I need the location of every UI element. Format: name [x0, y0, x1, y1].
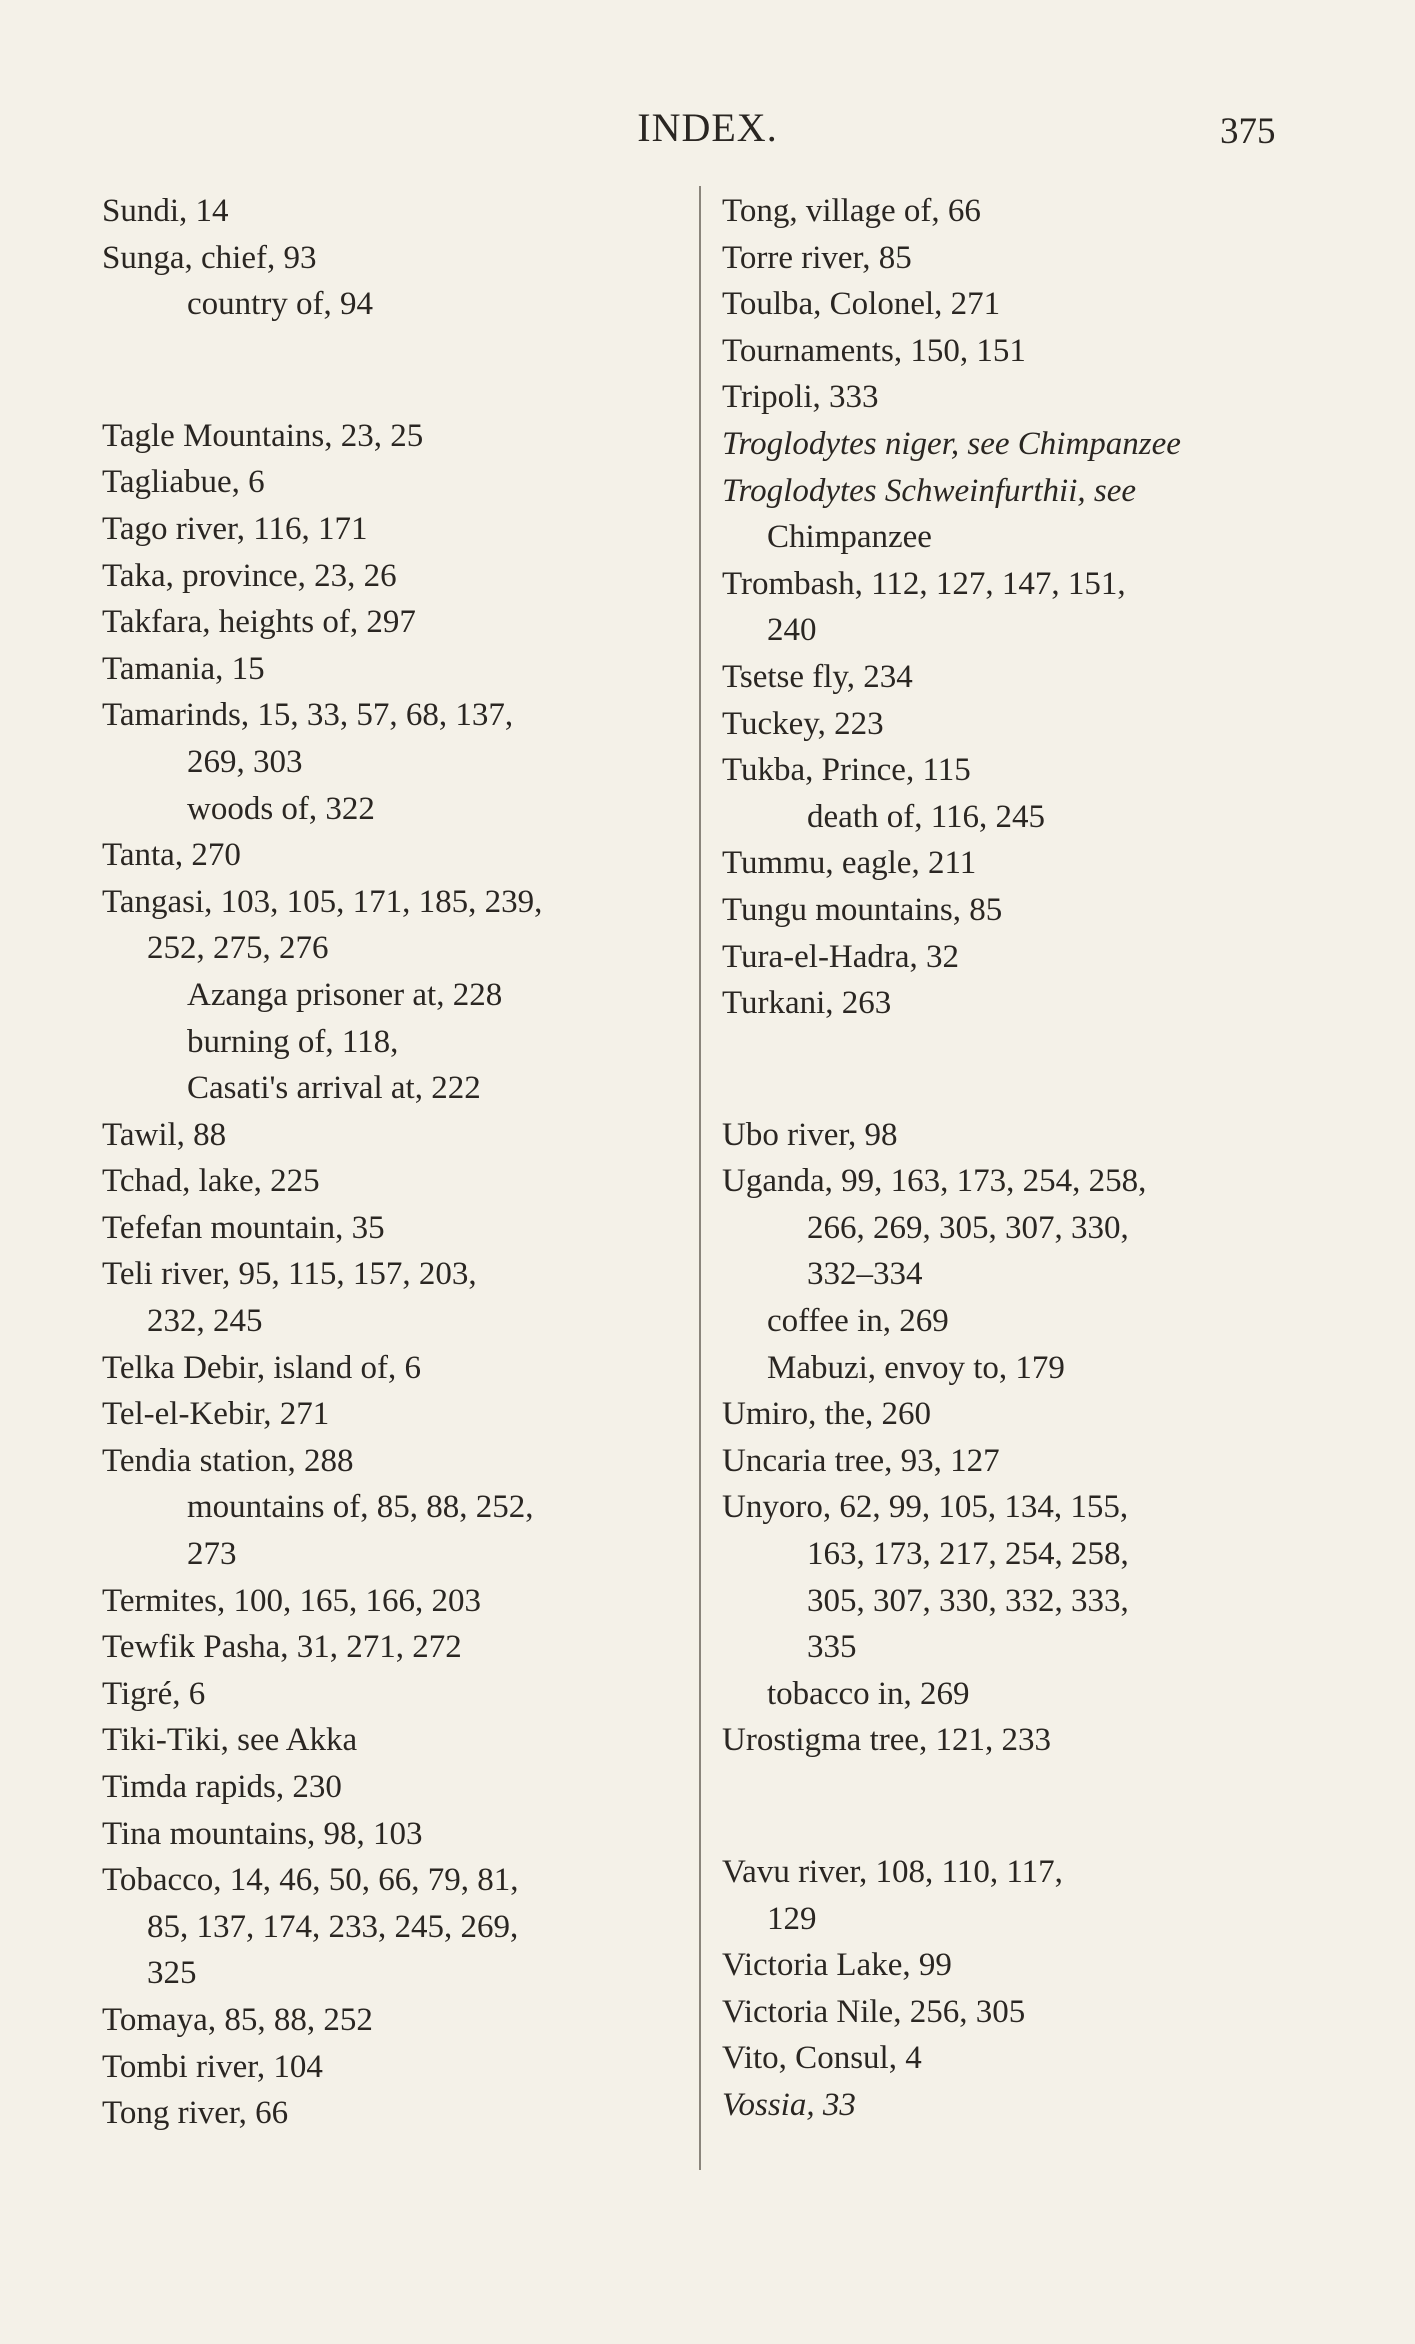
index-entry: Termites, 100, 165, 166, 203 [102, 1582, 481, 1619]
index-continuation: 129 [767, 1900, 817, 1937]
index-entry: Trombash, 112, 127, 147, 151, [722, 565, 1126, 602]
index-entry: Tanta, 270 [102, 837, 241, 874]
index-subentry: Azanga prisoner at, 228 [187, 976, 503, 1013]
index-entry: Telka Debir, island of, 6 [102, 1349, 421, 1386]
index-entry: Urostigma tree, 121, 233 [722, 1722, 1052, 1759]
index-continuation: 240 [767, 612, 817, 649]
index-continuation: 273 [187, 1536, 237, 1573]
letter-section-gap [102, 328, 672, 413]
index-entry: Tewfik Pasha, 31, 271, 272 [102, 1629, 462, 1666]
index-entry: Turkani, 263 [722, 985, 892, 1022]
index-entry: Tina mountains, 98, 103 [102, 1815, 423, 1852]
index-entry-section-head: Ubo river, 98 [722, 1116, 898, 1153]
index-continuation: 305, 307, 330, 332, 333, [807, 1582, 1129, 1619]
index-entry: Unyoro, 62, 99, 105, 134, 155, [722, 1489, 1129, 1526]
index-entry: Victoria Nile, 256, 305 [722, 1993, 1026, 2030]
index-entry: Torre river, 85 [722, 239, 912, 276]
column-divider [699, 186, 701, 2170]
page-header-title: INDEX. [637, 105, 778, 150]
index-subentry: mountains of, 85, 88, 252, [187, 1489, 534, 1526]
index-entry: Teli river, 95, 115, 157, 203, [102, 1256, 477, 1293]
index-continuation: 85, 137, 174, 233, 245, 269, [147, 1908, 519, 1945]
page-number: 375 [1220, 111, 1276, 152]
index-entry: Troglodytes niger, see Chimpanzee [722, 425, 1181, 462]
index-entry: Tigré, 6 [102, 1675, 206, 1712]
index-entry: Tomaya, 85, 88, 252 [102, 2001, 373, 2038]
index-subentry: Mabuzi, envoy to, 179 [767, 1349, 1065, 1386]
index-entry: Vito, Consul, 4 [722, 2040, 922, 2077]
index-continuation: 269, 303 [187, 743, 303, 780]
index-subentry: tobacco in, 269 [767, 1675, 970, 1712]
index-entry: Takfara, heights of, 297 [102, 604, 416, 641]
index-entry: Tiki-Tiki, see Akka [102, 1722, 358, 1759]
letter-section-gap [722, 1764, 1292, 1849]
index-entry: Timda rapids, 230 [102, 1769, 342, 1805]
index-entry: Umiro, the, 260 [722, 1396, 931, 1433]
index-subentry: Casati's arrival at, 222 [187, 1070, 481, 1107]
index-subentry: death of, 116, 245 [807, 798, 1045, 835]
index-entry: Taka, province, 23, 26 [102, 557, 397, 594]
index-entry: Tefefan mountain, 35 [102, 1209, 385, 1246]
index-subentry: woods of, 322 [187, 790, 375, 827]
index-entry: Tukba, Prince, 115 [722, 752, 971, 789]
index-entry: Tchad, lake, 225 [102, 1163, 320, 1200]
index-entry: Tsetse fly, 234 [722, 658, 913, 695]
index-continuation: 335 [807, 1629, 857, 1666]
index-entry: Uganda, 99, 163, 173, 254, 258, [722, 1163, 1147, 1200]
index-entry: Troglodytes Schweinfurthii, see [722, 472, 1136, 509]
index-entry: Sunga, chief, 93 [102, 239, 317, 276]
index-subentry: coffee in, 269 [767, 1303, 949, 1340]
index-entry: Tournaments, 150, 151 [722, 332, 1026, 369]
index-continuation: 332–334 [807, 1256, 923, 1293]
index-continuation: 252, 275, 276 [147, 930, 329, 967]
index-entry: Tummu, eagle, 211 [722, 845, 977, 882]
index-entry: Tangasi, 103, 105, 171, 185, 239, [102, 883, 543, 920]
index-entry: Victoria Lake, 99 [722, 1947, 952, 1984]
index-subentry: burning of, 118, [187, 1023, 399, 1060]
index-column-right [722, 188, 1292, 2129]
index-entry: Tagliabue, 6 [102, 464, 265, 501]
index-entry: Uncaria tree, 93, 127 [722, 1442, 1000, 1479]
index-entry: Sundi, 14 [102, 193, 229, 229]
index-entry: Toulba, Colonel, 271 [722, 286, 1001, 323]
index-continuation: 163, 173, 217, 254, 258, [807, 1536, 1129, 1573]
letter-section-gap [722, 1027, 1292, 1112]
index-continuation: Chimpanzee [767, 519, 932, 556]
index-column-left [102, 188, 672, 2137]
index-entry: Tamania, 15 [102, 650, 265, 687]
index-entry: Tawil, 88 [102, 1116, 227, 1153]
index-entry: Tong, village of, 66 [722, 193, 981, 229]
index-entry: Vossia, 33 [722, 2086, 856, 2123]
index-entry: Tripoli, 333 [722, 379, 879, 416]
index-entry: Tendia station, 288 [102, 1442, 354, 1479]
index-entry: Tuckey, 223 [722, 705, 884, 742]
index-entry: Tel-el-Kebir, 271 [102, 1396, 330, 1433]
index-entry-section-head: Vavu river, 108, 110, 117, [722, 1854, 1063, 1890]
index-entry: Tungu mountains, 85 [722, 891, 1003, 928]
index-entry: Tamarinds, 15, 33, 57, 68, 137, [102, 697, 514, 734]
index-continuation: 266, 269, 305, 307, 330, [807, 1209, 1129, 1246]
index-entry: Tago river, 116, 171 [102, 510, 368, 547]
index-entry-section-head: Tagle Mountains, 23, 25 [102, 417, 424, 454]
index-entry: Tong river, 66 [102, 2095, 289, 2132]
index-entry: Tobacco, 14, 46, 50, 66, 79, 81, [102, 1862, 519, 1899]
index-entry: Tombi river, 104 [102, 2048, 323, 2085]
index-subentry: country of, 94 [187, 286, 374, 323]
index-continuation: 232, 245 [147, 1303, 263, 1340]
index-entry: Tura-el-Hadra, 32 [722, 938, 960, 975]
index-continuation: 325 [147, 1955, 197, 1992]
